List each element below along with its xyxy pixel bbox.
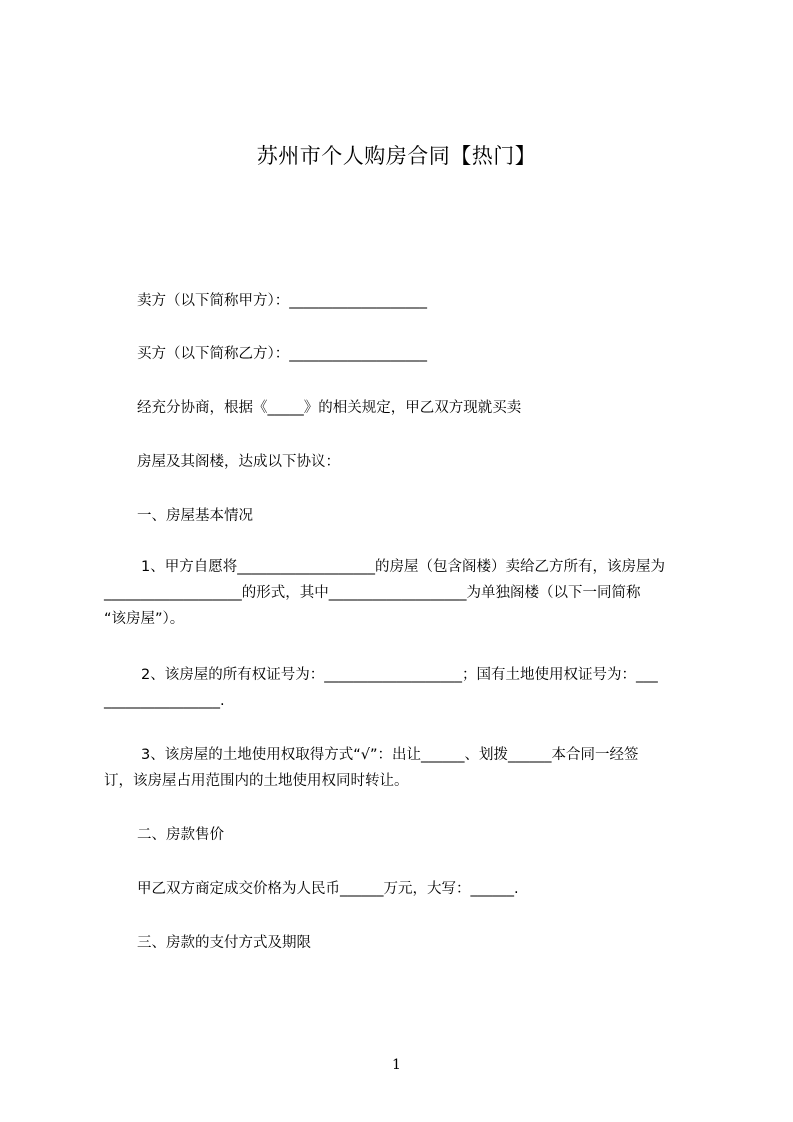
- buyer-line: 买方（以下简称乙方）：___________________: [137, 346, 427, 362]
- clause3-line2: 订，该房屋占用范围内的土地使用权同时转让。: [104, 773, 409, 789]
- page-number: 1: [392, 1057, 401, 1073]
- consult-line: 经充分协商，根据《_____》的相关规定，甲乙双方现就买卖: [137, 400, 522, 416]
- section3-heading: 三、房款的支付方式及期限: [137, 935, 311, 951]
- section1-heading: 一、房屋基本情况: [137, 508, 253, 524]
- clause1-line2: ___________________的形式，其中___________________为单独阁楼（以下一同简称: [104, 585, 641, 601]
- clause2-line2: ________________.: [104, 693, 225, 709]
- section2-heading: 二、房款售价: [137, 827, 224, 843]
- clause3-line1: 3、该房屋的土地使用权取得方式“√”：出让______、划拨______本合同一经签: [141, 747, 639, 763]
- seller-line: 卖方（以下简称甲方）：___________________: [137, 293, 427, 309]
- clause1-line3: “该房屋”）。: [104, 611, 185, 627]
- clause2-line1: 2、该房屋的所有权证号为：___________________；国有土地使用权证号为：___: [141, 667, 658, 683]
- attic-line: 房屋及其阁楼，达成以下协议：: [137, 454, 340, 470]
- price-line: 甲乙双方商定成交价格为人民币______万元，大写：______.: [137, 881, 519, 897]
- clause1-line1: 1、甲方自愿将___________________的房屋（包含阁楼）卖给乙方所有，该房屋为: [141, 559, 665, 575]
- document-title: 苏州市个人购房合同【热门】: [256, 144, 537, 168]
